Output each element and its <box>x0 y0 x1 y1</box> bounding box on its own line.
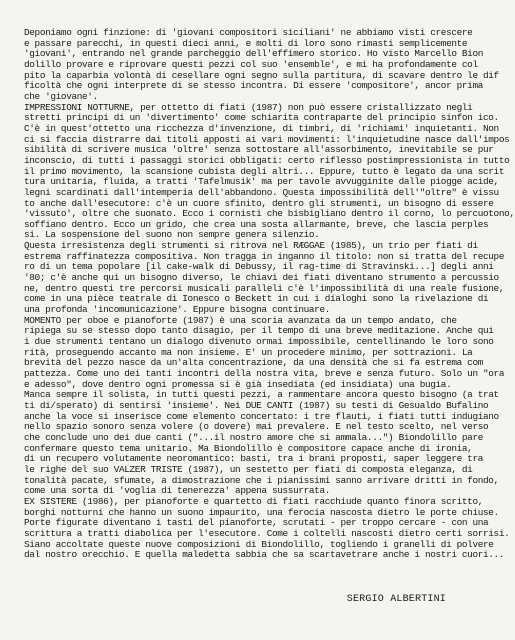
text-line: 'giovani', entrando nel grande parcheggio dell'effimero storico. Ho visto Marcello Bion <box>24 48 484 60</box>
text-line: il primo movimento, la scansione cubista degli altri... Eppure, tutto è legato da una scrit <box>24 165 505 177</box>
text-line: di un recupero volutamente neoromantico: basti, tra i brani proposti, saper leggere tra <box>24 453 484 465</box>
text-line: una profonda 'incomunicazione'. Eppure bisogna continuare. <box>24 304 331 316</box>
text-line: sibilità di scrivere musica 'oltre' senza sottostare all'assorbimento, inevitabile se pur <box>24 144 494 156</box>
text-line: i due strumenti tentano un dialogo divenuto ormai impossibile, centellinando le loro sono <box>24 336 494 348</box>
text-line: Siano accoltate queste nuove composizioni di Biondolillo, togliendo i granelli di polvere <box>24 538 494 550</box>
text-line: si. La sospensione del suono non sempre genera silenzio. <box>24 229 320 241</box>
text-line: dal nostro orecchio. E quella maledetta sabbia che sa scartavetrare anche i nostri cuori... <box>24 549 505 561</box>
text-line: MOMENTO per oboe e pianoforte (1987) è una scoria avanzata da un tempo andato, che <box>24 314 457 326</box>
text-line: come in una pièce teatrale di Ionesco o Beckett in cui i dialoghi sono la rivelazione di <box>24 293 489 305</box>
author-signature: SERGIO ALBERTINI <box>346 594 446 605</box>
text-line: tonalità pacate, sfumate, a dimostrazione che i pianissimi sanno arrivare dritti in fondo, <box>24 474 499 486</box>
text-line: rità, proseguendo accanto ma non insieme. E' un procedere minimo, per sottrazioni. La <box>24 346 473 358</box>
text-line: e adesso", dove dentro ogni promessa si è già insediata (ed insidiata) una bugia. <box>24 378 452 390</box>
text-line: Manca sempre il solista, in tutti questi pezzi, a rammentare ancora questo bisogno (a trat <box>24 389 499 401</box>
text-line: soffiano dentro. Ecco un grido, che crea una sosta allarmante, breve, che lascia perples <box>24 218 489 230</box>
text-line: estrema raffinatezza compositiva. Non tragga in inganno il titolo: non si tratta del recupe <box>24 250 505 262</box>
text-line: EX SISTERE (1986), per pianoforte e quartetto di fiati racchiude quanto finora scritto, <box>24 495 484 507</box>
text-line: confermare questo tema unitario. Ma Biondolillo è compositore capace anche di ironia, <box>24 442 473 454</box>
text-line: stretti principi di un 'divertimento' come schiarita contraparte del principio sinfon ico. <box>24 112 499 124</box>
text-line: ficoltà che ogni interprete di se stesso incontra. Di essere 'compositore', ancor prima <box>24 80 484 92</box>
text-line: ripiega su se stesso dopo tanto disagio, per il tempo di una breve meditazione. Anche qui <box>24 325 494 337</box>
text-line: ti di/sperato) di sentirsi 'insieme'. Nei DUE CANTI (1987) su testi di Gesualdo Bufalino <box>24 399 489 411</box>
text-line: Porte figurate diventano i tasti del pianoforte, scrutati - per troppo cercare - con una <box>24 517 489 529</box>
text-line: brevità del pezzo nasce da un'alta concentrazione, da una densità che si fa estrema com <box>24 357 484 369</box>
text-line: anche la voce si inserisce come elemento concertato: i tre flauti, i fiati tutti indugiano <box>24 410 499 422</box>
text-line: to anche dall'esecutore: c'è un cuore sfinito, dentro gli strumenti, un bisogno di essere <box>24 197 494 209</box>
text-line: IMPRESSIONI NOTTURNE, per ottetto di fiati (1987) non può essere cristallizzato negli <box>24 101 473 113</box>
text-line: nello spazio sonoro senza volere (o dovere) mai prevalere. E nel testo scelto, nel verso <box>24 421 489 433</box>
text-line: pattezza. Come uno dei tanti incontri della nostra vita, breve e senza futuro. Solo un "ora <box>24 368 505 379</box>
text-line: tura unitaria, fluida, a tratti 'Tafelmusik' ma per tavole avvugginite dalle piogge acide, <box>24 176 499 188</box>
text-line: 'vissuto', oltre che suonato. Ecco i cornisti che bisbigliano dentro il corno, lo percuotono, <box>24 208 515 220</box>
text-line: che 'giovane'. <box>24 90 98 102</box>
text-line: scrittura a tratti diabolica per l'esecutore. Come i coltelli nascosti dietro certi sorrisi. <box>24 527 510 539</box>
text-line: che conclude uno dei due canti ("...il nostro amore che si ammala...") Biondolillo pare <box>24 431 484 443</box>
article-body <box>24 27 515 561</box>
text-line: ne, dentro questi tre percorsi musicali paralleli c'è l'impossibilità di una reale fusione, <box>24 282 505 294</box>
text-line: inconscio, di tutti i passaggi storici obbligati: certo riflesso postimpressionista in tutto <box>24 154 510 166</box>
text-line: pito la caparbia volontà di cesellare ogni segno sulla partitura, di scavare dentro le dif <box>24 69 499 81</box>
text-line: dolillo provare e riprovare questi pezzi col suo 'ensemble', e mi ha profondamente col <box>24 58 478 70</box>
text-line: ci si faccia distrarre dai titoli apposti ai vari movimenti: l'inquietudine nasce dall'impos <box>24 133 510 145</box>
text-line: C'è in quest'ottetto una ricchezza d'invenzione, di timbri, di 'richiami' inquietanti. Non <box>24 122 499 134</box>
text-line: e passare parecchi, in questi dieci anni, e molti di loro sono rimasti semplicemente <box>24 37 468 49</box>
text-line: '80; c'è anche qui un bisogno diverso, le chiavi dei fiati diventano strumento a percussio <box>24 272 499 284</box>
text-line: le righe del suo VALZER TRISTE (1987), un sestetto per fiati di composta eleganza, di <box>24 463 473 475</box>
text-line: Deponiamo ogni finzione: di 'giovani compositori siciliani' ne abbiamo visti crescere <box>24 27 473 38</box>
text-line: borghi notturni che hanno un suono impaurito, una ferocia nascosta dietro le porte chiuse. <box>24 506 499 518</box>
text-line: legni scardinati dall'intemperia dell'abbandono. Questa impossibilità dell'"oltre" è vissu <box>24 186 499 198</box>
text-line: ro di un tema popolare [il cake-walk di Debussy, il rag-time di Stravinski...] degli anni <box>24 261 494 273</box>
text-line: come una sorta di 'voglia di tenerezza' appena sussurrata. <box>24 485 331 497</box>
text-line: Questa irresistenza degli strumenti si ritrova nel RÆGGAE (1985), un trio per fiati di <box>24 240 478 252</box>
